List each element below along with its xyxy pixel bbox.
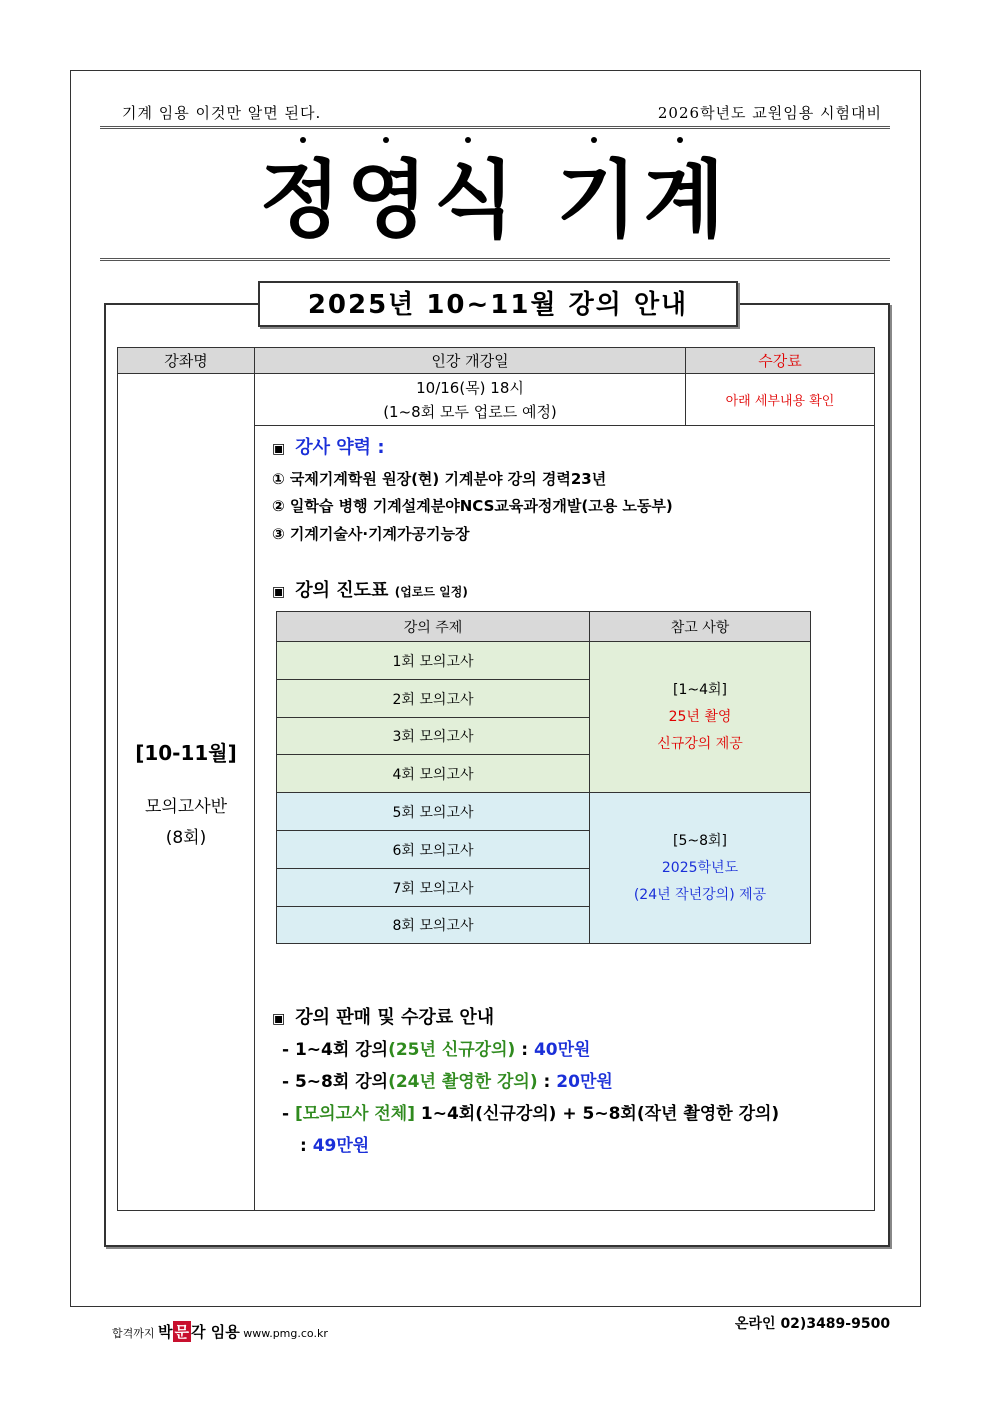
schedule-note-2 xyxy=(589,792,811,944)
page-title: 정영식 기계 xyxy=(259,151,731,249)
schedule-row: 1회 모의고사 xyxy=(276,641,590,680)
schedule-heading: ▣ 강의 진도표 (업로드 일정) xyxy=(272,580,468,601)
schedule-row: 3회 모의고사 xyxy=(276,717,590,755)
square-bullet-icon: ▣ xyxy=(272,1011,286,1027)
frame-top-right xyxy=(738,303,890,305)
open-date: 10/16(목) 18시 xyxy=(416,379,524,397)
course-count: (8회) xyxy=(165,827,207,848)
note1-line1: 25년 촬영 xyxy=(668,708,732,725)
frame-top-left xyxy=(104,303,259,305)
course-name: 모의고사반 xyxy=(144,796,228,817)
profile-item-1: ① 국제기계학원 원장(현) 기계분야 강의 경력23년 xyxy=(272,470,607,488)
schedule-row: 4회 모의고사 xyxy=(276,754,590,793)
emphasis-dot xyxy=(677,137,683,143)
schedule-row: 6회 모의고사 xyxy=(276,830,590,869)
schedule-note-1 xyxy=(589,641,811,793)
title-rule xyxy=(100,258,890,264)
profile-item-2: ② 일학습 병행 기계설계분야NCS교육과정개발(고용 노동부) xyxy=(272,497,673,515)
schedule-row: 2회 모의고사 xyxy=(276,679,590,718)
schedule-row: 7회 모의고사 xyxy=(276,868,590,907)
footer-brand xyxy=(112,1321,328,1342)
footer-phone: 온라인 02)3489-9500 xyxy=(735,1316,891,1332)
footer-url: www.pmg.co.kr xyxy=(243,1327,328,1340)
schedule-heading-note: (업로드 일정) xyxy=(394,585,468,599)
note1-range: [1~4회] xyxy=(673,681,727,698)
note2-range: [5~8회] xyxy=(673,832,727,849)
footer-tagline: 합격까지 xyxy=(112,1327,155,1340)
schedule-col-note: 참고 사항 xyxy=(589,611,811,642)
square-bullet-icon: ▣ xyxy=(272,584,286,600)
note2-line2: (24년 작년강의) 제공 xyxy=(633,886,767,903)
note1-line2: 신규강의 제공 xyxy=(657,735,743,752)
schedule-row: 8회 모의고사 xyxy=(276,906,590,944)
schedule-col-topic: 강의 주제 xyxy=(276,611,590,642)
emphasis-dot xyxy=(383,137,389,143)
note2-line1: 2025학년도 xyxy=(661,859,739,876)
square-bullet-icon: ▣ xyxy=(272,441,286,457)
header-left: 기계 임용 이것만 알면 된다. xyxy=(122,104,322,122)
banner-title: 2025년 10~11월 강의 안내 xyxy=(258,281,738,327)
price-item-2: - 5~8회 강의(24년 촬영한 강의) : 20만원 xyxy=(282,1072,613,1092)
brand-logo: 박 문 각 임용 xyxy=(158,1323,240,1341)
course-name-cell xyxy=(117,373,255,1211)
price-item-3: - [모의고사 전체] 1~4회(신규강의) + 5~8회(작년 촬영한 강의) xyxy=(282,1104,780,1124)
open-note: (1~8회 모두 업로드 예정) xyxy=(383,403,557,421)
fee-note: 아래 세부내용 확인 xyxy=(685,373,875,426)
running-header xyxy=(100,100,890,129)
emphasis-dot xyxy=(465,137,471,143)
col-fee-header: 수강료 xyxy=(685,347,875,374)
profile-heading: ▣ 강사 약력 : xyxy=(272,437,385,458)
profile-item-3: ③ 기계기술사·기계가공기능장 xyxy=(272,525,470,543)
header-right: 2026학년도 교원임용 시험대비 xyxy=(657,104,882,122)
emphasis-dot xyxy=(591,137,597,143)
schedule-row: 5회 모의고사 xyxy=(276,792,590,831)
price-item-3-total: : 49만원 xyxy=(300,1136,370,1156)
emphasis-dot xyxy=(300,137,306,143)
col-open-header: 인강 개강일 xyxy=(254,347,686,374)
price-item-1: - 1~4회 강의(25년 신규강의) : 40만원 xyxy=(282,1040,591,1060)
col-course-header: 강좌명 xyxy=(117,347,255,374)
open-date-cell xyxy=(254,373,686,426)
pricing-heading: ▣ 강의 판매 및 수강료 안내 xyxy=(272,1007,495,1028)
course-period: [10-11월] xyxy=(135,740,237,765)
